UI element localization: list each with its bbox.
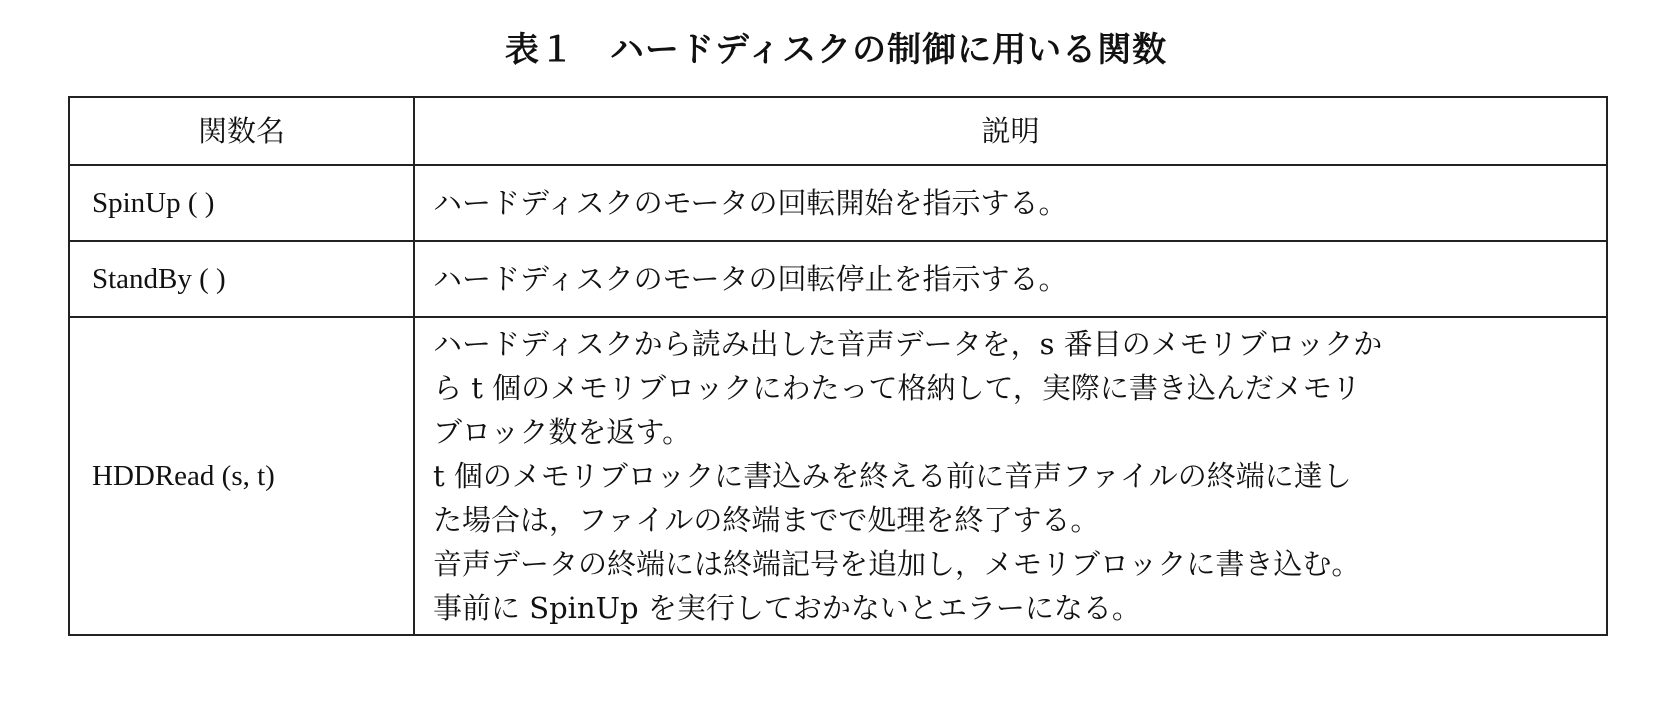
- table-caption: 表１ ハードディスクの制御に用いる関数: [504, 30, 1168, 70]
- description-line: ハードディスクのモータの回転開始を指示する。: [433, 186, 1068, 220]
- table-row-spinup: [69, 165, 1607, 241]
- function-name-cell: StandBy ( ): [69, 241, 414, 317]
- description-cell: [414, 241, 1607, 317]
- description-line: ハードディスクから読み出した音声データを，s 番目のメモリブロックか: [433, 327, 1383, 361]
- function-table: [68, 96, 1608, 636]
- table-row-hddread: [69, 317, 1607, 635]
- description-line: ら t 個のメモリブロックにわたって格納して，実際に書き込んだメモリ: [433, 371, 1361, 405]
- description-line: t 個のメモリブロックに書込みを終える前に音声ファイルの終端に達し: [433, 459, 1352, 493]
- table-header-row: [69, 97, 1607, 165]
- description-line: 事前に SpinUp を実行しておかないとエラーになる。: [433, 591, 1141, 625]
- description-cell: [414, 165, 1607, 241]
- function-name-cell: HDDRead (s, t): [69, 317, 414, 635]
- description-line: 音声データの終端には終端記号を追加し，メモリブロックに書き込む。: [433, 547, 1361, 581]
- header-description: 説明: [414, 97, 1607, 165]
- description-cell: [414, 317, 1607, 635]
- description-line: た場合は，ファイルの終端までで処理を終了する。: [433, 503, 1100, 537]
- description-line: ハードディスクのモータの回転停止を指示する。: [433, 262, 1068, 296]
- table-row-standby: [69, 241, 1607, 317]
- function-name-cell: SpinUp ( ): [69, 165, 414, 241]
- description-line: ブロック数を返す。: [433, 415, 692, 449]
- header-function-name: 関数名: [69, 97, 414, 165]
